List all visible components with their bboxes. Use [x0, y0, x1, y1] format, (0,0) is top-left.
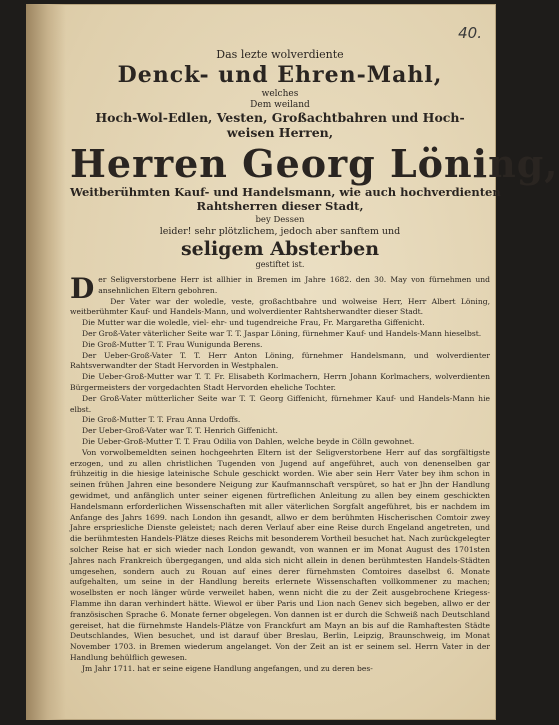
paragraph: Jm Jahr 1711. hat er seine eigene Handlung angefangen, und zu deren bes-	[82, 663, 373, 673]
title-line-9: Rahtsherren dieser Stadt,	[196, 199, 364, 213]
page-spine-shadow	[26, 4, 66, 720]
paragraph: Die Groß-Mutter T. T. Frau Wunigunda Berens.	[82, 339, 263, 349]
title-line-12: seligem Absterben	[180, 238, 380, 260]
title-line-13: gestiftet ist.	[255, 260, 305, 269]
paragraph: Die Groß-Mutter T. T. Frau Anna Urdoffs.	[82, 415, 241, 425]
title-line-11: leider! sehr plötzlichem, jedoch aber sanftem und	[159, 226, 401, 237]
paragraph: Der Seligverstorbene Herr ist allhier in Bremen im Jahre 1682. den 30. May von fürnehmen und ansehnlichen Eltern gebohren.	[70, 272, 490, 305]
title-line-5: Hoch-Wol-Edlen, Vesten, Großachtbahren und Hoch-	[95, 110, 465, 125]
title-line-2: Denck- und Ehren-Mahl,	[117, 62, 443, 88]
title-line-3: welches	[261, 89, 299, 99]
drop-cap: D	[70, 272, 95, 305]
text-block	[70, 48, 559, 674]
title-line-1: Das lezte wolverdiente	[216, 48, 344, 61]
paragraph: Die Mutter war die woledle, viel- ehr- und tugendreiche Frau, Fr. Margaretha Giffenicht.	[82, 318, 425, 328]
paragraph: Die Ueber-Groß-Mutter war T. T. Fr. Elisabeth Korlmachern, Herrn Johann Korlmachers, wolverdienten Bürgermeisters der vorgedachten Stadt Hervorden eheliche Tochter.	[70, 372, 490, 392]
title-line-8: Weitberühmten Kauf- und Handelsmann, wie auch hochverdienten	[70, 185, 501, 199]
paragraph: Die Ueber-Groß-Mutter T. T. Frau Odilia von Dahlen, welche beyde in Cölln gewohnet.	[82, 436, 415, 446]
title-line-6: weisen Herren,	[226, 125, 334, 140]
paragraph: Der Ueber-Groß-Vater war T. T. Henrich Giffenicht.	[82, 426, 278, 436]
deceased-name: Herren Georg Löning,	[70, 141, 559, 186]
body-text	[70, 272, 490, 674]
paragraph: Der Groß-Vater väterlicher Seite war T. T. Jaspar Löning, fürnehmer Kauf- und Handels-Mann hieselbst.	[82, 328, 482, 338]
paragraph: Von vorwolbemeldten seinen hochgeehrten Eltern ist der Seligverstorbene Herr auf das sorgfältigste erzogen, und zu allen christlichen Tugenden von Jugend auf angeführet, auch von denenselben gar frühzeitig in die hiesige lateinische Schule geschickt worden. Wie aber sein Herr Vater bey ihm schon in seinen frühen Jahren eine besondere Neigung zur Kaufmannschaft verspüret, so hat er Jhn der Handlung gewidmet, und anfänglich unter seiner eigenen fürtreflichen Anleitung zu allen bey einem geschickten Handelsmann erforderlichen Wissenschaften mit aller väterlichen Sorgfalt angeführet, bis er nachdem im Anfange des Jahrs 1699. nach London ihn gesandt, allwo er dem berühmten Hischerischen Comtoir zwey Jahre erspriesliche Dienste geleistet; nach deren Verlauf aber eine Reise durch Engeland angetreten, und die berühmtesten Handels-Plätze dieses Reichs mit besonderem Vortheil besuchet hat. Nach zurückgelegter solcher Reise hat er sich wieder nach London gewandt, von wannen er im Monat August des 1701sten Jahres nach Frankreich übergegangen, und alda sich nicht allein in denen berühmtesten Handels-Städten umgesehen, sondern auch zu Rouan auf eines derer fürnehmsten Comtoires daselbst 6. Monate aufgehalten, um seine in der Handlung bereits erlernete Wissenschaften vollkommener zu machen; woselbsten er noch länger würde verweilet haben, wenn nicht die zu der Zeit ausgebrochene Kriegess-Flamme ihn daran verhindert hätte. Wiewol er über Paris und Lion nach Genev sich begeben, allwo er der französischen Sprache 6. Monate ferner obgelegen. Von dannen ist er durch die Schweiß nach Deutschland gereiset, hat die fürnehmste Handels-Plätze von Franckfurt am Mayn an bis auf die Ramhaftesten Städte Deutschlandes, Wien besuchet, und ist darauf über Breslau, Berlin, Leipzig, Braunschweig, im Monat November 1703. in Bremen wiederum angelanget. Von der Zeit an ist er seinem sel. Herrn Vater in der Handlung behülflich gewesen.	[70, 447, 490, 662]
paragraph: Der Groß-Vater mütterlicher Seite war T. T. Georg Giffenicht, fürnehmer Kauf- und Handels-Mann hie elbst.	[70, 393, 490, 414]
title-line-10: bey Dessen	[255, 215, 305, 225]
document-page	[26, 4, 559, 720]
title-line-4: Dem weiland	[250, 100, 310, 110]
paragraph: Der Vater war der woledle, veste, großachtbahre und wolweise Herr, Herr Albert Löning, weitberühmter Kauf- und Handels-Mann, und wolverdienter Rahtsherwandter dieser Stadt.	[70, 296, 490, 317]
folio-number: 40.	[458, 24, 482, 42]
paragraph: Der Ueber-Groß-Vater T. T. Herr Anton Löning, fürnehmer Handelsmann, und wolverdienter Rahtsverwandter der Stadt Hervorden in Westphalen.	[70, 350, 490, 371]
